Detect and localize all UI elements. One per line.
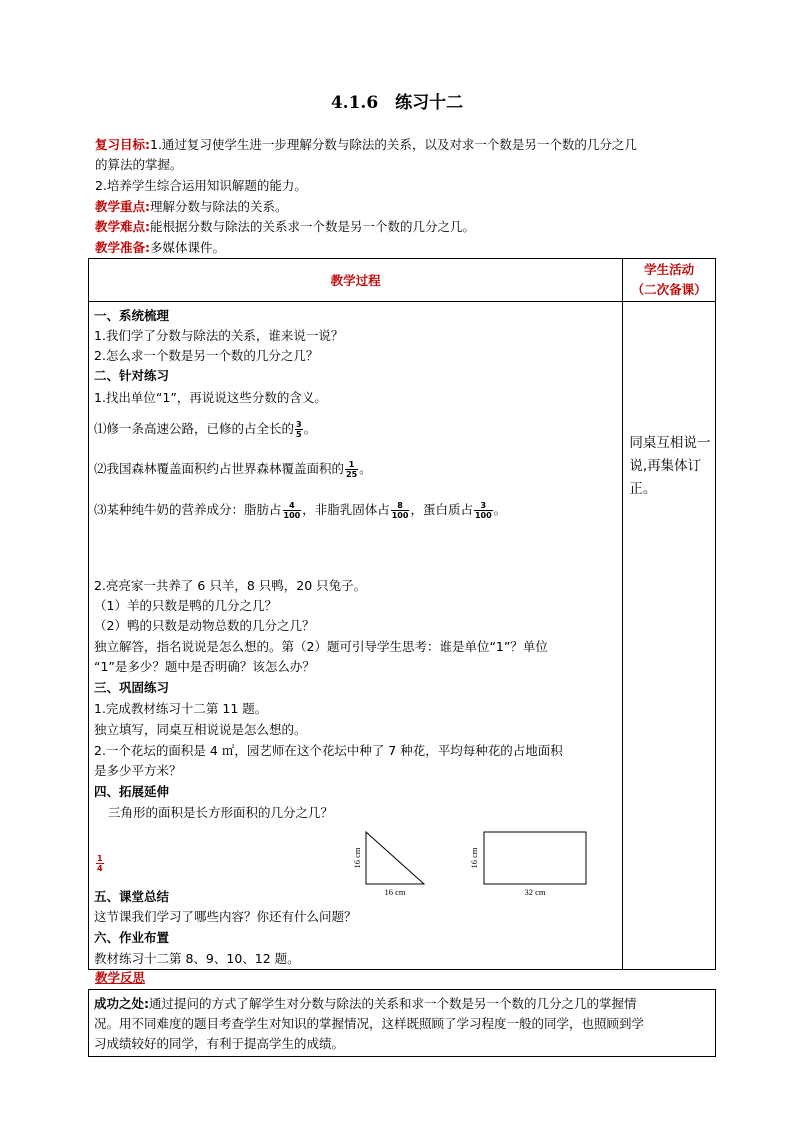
student-activity-note: 同桌互相说一说,再集体订正。 — [629, 435, 711, 497]
lesson-table — [88, 258, 716, 970]
key-label: 教学重点: — [95, 199, 150, 214]
fraction-3-5: $\frac{3}{5}$ — [296, 420, 302, 439]
s3-question-2-line-1: 2.一个花坛的面积是 4 ㎡，园艺师在这个花坛中种了 7 种花，平均每种花的占地面积 — [94, 743, 563, 758]
s2-guide-1: 独立解答，指名说说是怎么想的。第（2）题可引导学生思考：谁是单位“1”？单位 — [94, 639, 548, 654]
answer-fraction: $\frac{1}{4}$ — [97, 854, 103, 873]
activity-header-2: （二次备课） — [631, 282, 707, 297]
section-4-title: 四、拓展延伸 — [94, 784, 170, 799]
s3-question-2-line-2: 是多少平方米？ — [94, 763, 182, 778]
s2-question-2-2: （2）鸭的只数是动物总数的几分之几？ — [94, 618, 315, 633]
reflection-line-1: 成功之处:通过提问的方式了解学生对分数与除法的关系和求一个数是另一个数的几分之几的掌握情 — [94, 996, 637, 1011]
reflection-box — [88, 989, 716, 1057]
s2-guide-2: “1”是多少？题中是否明确？该怎么办？ — [94, 659, 315, 674]
s3-question-1-note: 独立填写，同桌互相说说是怎么想的。 — [94, 722, 307, 737]
activity-header-1: 学生活动 — [644, 262, 695, 277]
section-5-title: 五、课堂总结 — [94, 889, 170, 904]
triangle-base-label: 16 cm — [384, 887, 406, 897]
s1-question-1: 1.我们学了分数与除法的关系，谁来说一说？ — [94, 328, 344, 343]
s2-item-b-text: ⑵我国森林覆盖面积约占世界森林覆盖面积的 — [94, 461, 345, 476]
prep-text: 多媒体课件。 — [150, 240, 226, 255]
reflection-line-3: 习成绩较好的同学，有利于提高学生的成绩。 — [94, 1036, 345, 1051]
prep-label: 教学准备: — [95, 240, 150, 255]
difficulty-text: 能根据分数与除法的关系求一个数是另一个数的几分之几。 — [150, 219, 476, 234]
s2-question-2: 2.亮亮家一共养了 6 只羊，8 只鸭，20 只兔子。 — [94, 578, 367, 593]
s3-question-1: 1.完成教材练习十二第 11 题。 — [94, 701, 268, 716]
triangle-shape — [366, 832, 424, 884]
geometry-figure — [344, 820, 634, 900]
goal-line-1 — [95, 135, 637, 155]
s1-question-2: 2.怎么求一个数是另一个数的几分之几？ — [94, 348, 319, 363]
rectangle-height-label: 16 cm — [469, 847, 479, 869]
s2-item-a: ⑴修一条高速公路，已修的占全长的 $\frac{3}{5}$ 。 — [94, 420, 317, 439]
fraction-1-25: $\frac{1}{25}$ — [346, 460, 358, 479]
rectangle-width-label: 32 cm — [524, 887, 546, 897]
s2-item-a-text: ⑴修一条高速公路，已修的占全长的 — [94, 421, 295, 436]
s2-question-2-1: （1）羊的只数是鸭的几分之几？ — [94, 598, 277, 613]
success-label: 成功之处: — [94, 996, 149, 1011]
difficulty-line — [95, 217, 475, 237]
activity-cell — [623, 302, 716, 970]
goal-line-3: 2.培养学生综合运用知识解题的能力。 — [95, 178, 307, 193]
goal-line-2: 的算法的掌握。 — [95, 157, 183, 172]
s6-question: 教材练习十二第 8、9、10、12 题。 — [94, 951, 300, 966]
key-line — [95, 197, 288, 217]
s2-item-c: ⑶某种纯牛奶的营养成分：脂肪占 $\frac{4}{100}$ ，非脂乳固体占 $\frac{8}{100}$ ，蛋白质占 $\frac{3}{100}$ 。 — [94, 501, 507, 520]
difficulty-label: 教学难点: — [95, 219, 150, 234]
prep-line — [95, 238, 225, 258]
fraction-4-100: $\frac{4}{100}$ — [283, 501, 301, 520]
key-text: 理解分数与除法的关系。 — [150, 199, 288, 214]
activity-header — [623, 259, 716, 302]
page-title: 4.1.6 练习十二 — [330, 93, 464, 113]
process-cell — [89, 302, 623, 970]
reflection-line-2: 况。用不同难度的题目考查学生对知识的掌握情况，这样既照顾了学习程度一般的同学，也照顾到学 — [94, 1016, 645, 1031]
rectangle-shape — [484, 832, 586, 884]
section-3-title: 三、巩固练习 — [94, 680, 170, 695]
process-header: 教学过程 — [89, 259, 623, 302]
triangle-height-label: 16 cm — [352, 847, 362, 869]
s4-question: 三角形的面积是长方形面积的几分之几？ — [108, 805, 334, 820]
section-1-title: 一、系统梳理 — [94, 308, 170, 323]
s5-question: 这节课我们学习了哪些内容？你还有什么问题？ — [94, 909, 357, 924]
goal-label: 复习目标: — [95, 137, 150, 152]
fraction-3-100: $\frac{3}{100}$ — [474, 501, 492, 520]
reflection-label: 教学反思 — [95, 970, 146, 985]
section-2-title: 二、针对练习 — [94, 368, 170, 383]
goal-text-1: 1.通过复习使学生进一步理解分数与除法的关系，以及对求一个数是另一个数的几分之几 — [150, 137, 637, 152]
section-6-title: 六、作业布置 — [94, 930, 170, 945]
fraction-8-100: $\frac{8}{100}$ — [391, 501, 409, 520]
s2-item-b: ⑵我国森林覆盖面积约占世界森林覆盖面积的 $\frac{1}{25}$ 。 — [94, 460, 372, 479]
s2-question-1: 1.找出单位“1”，再说说这些分数的含义。 — [94, 390, 327, 405]
